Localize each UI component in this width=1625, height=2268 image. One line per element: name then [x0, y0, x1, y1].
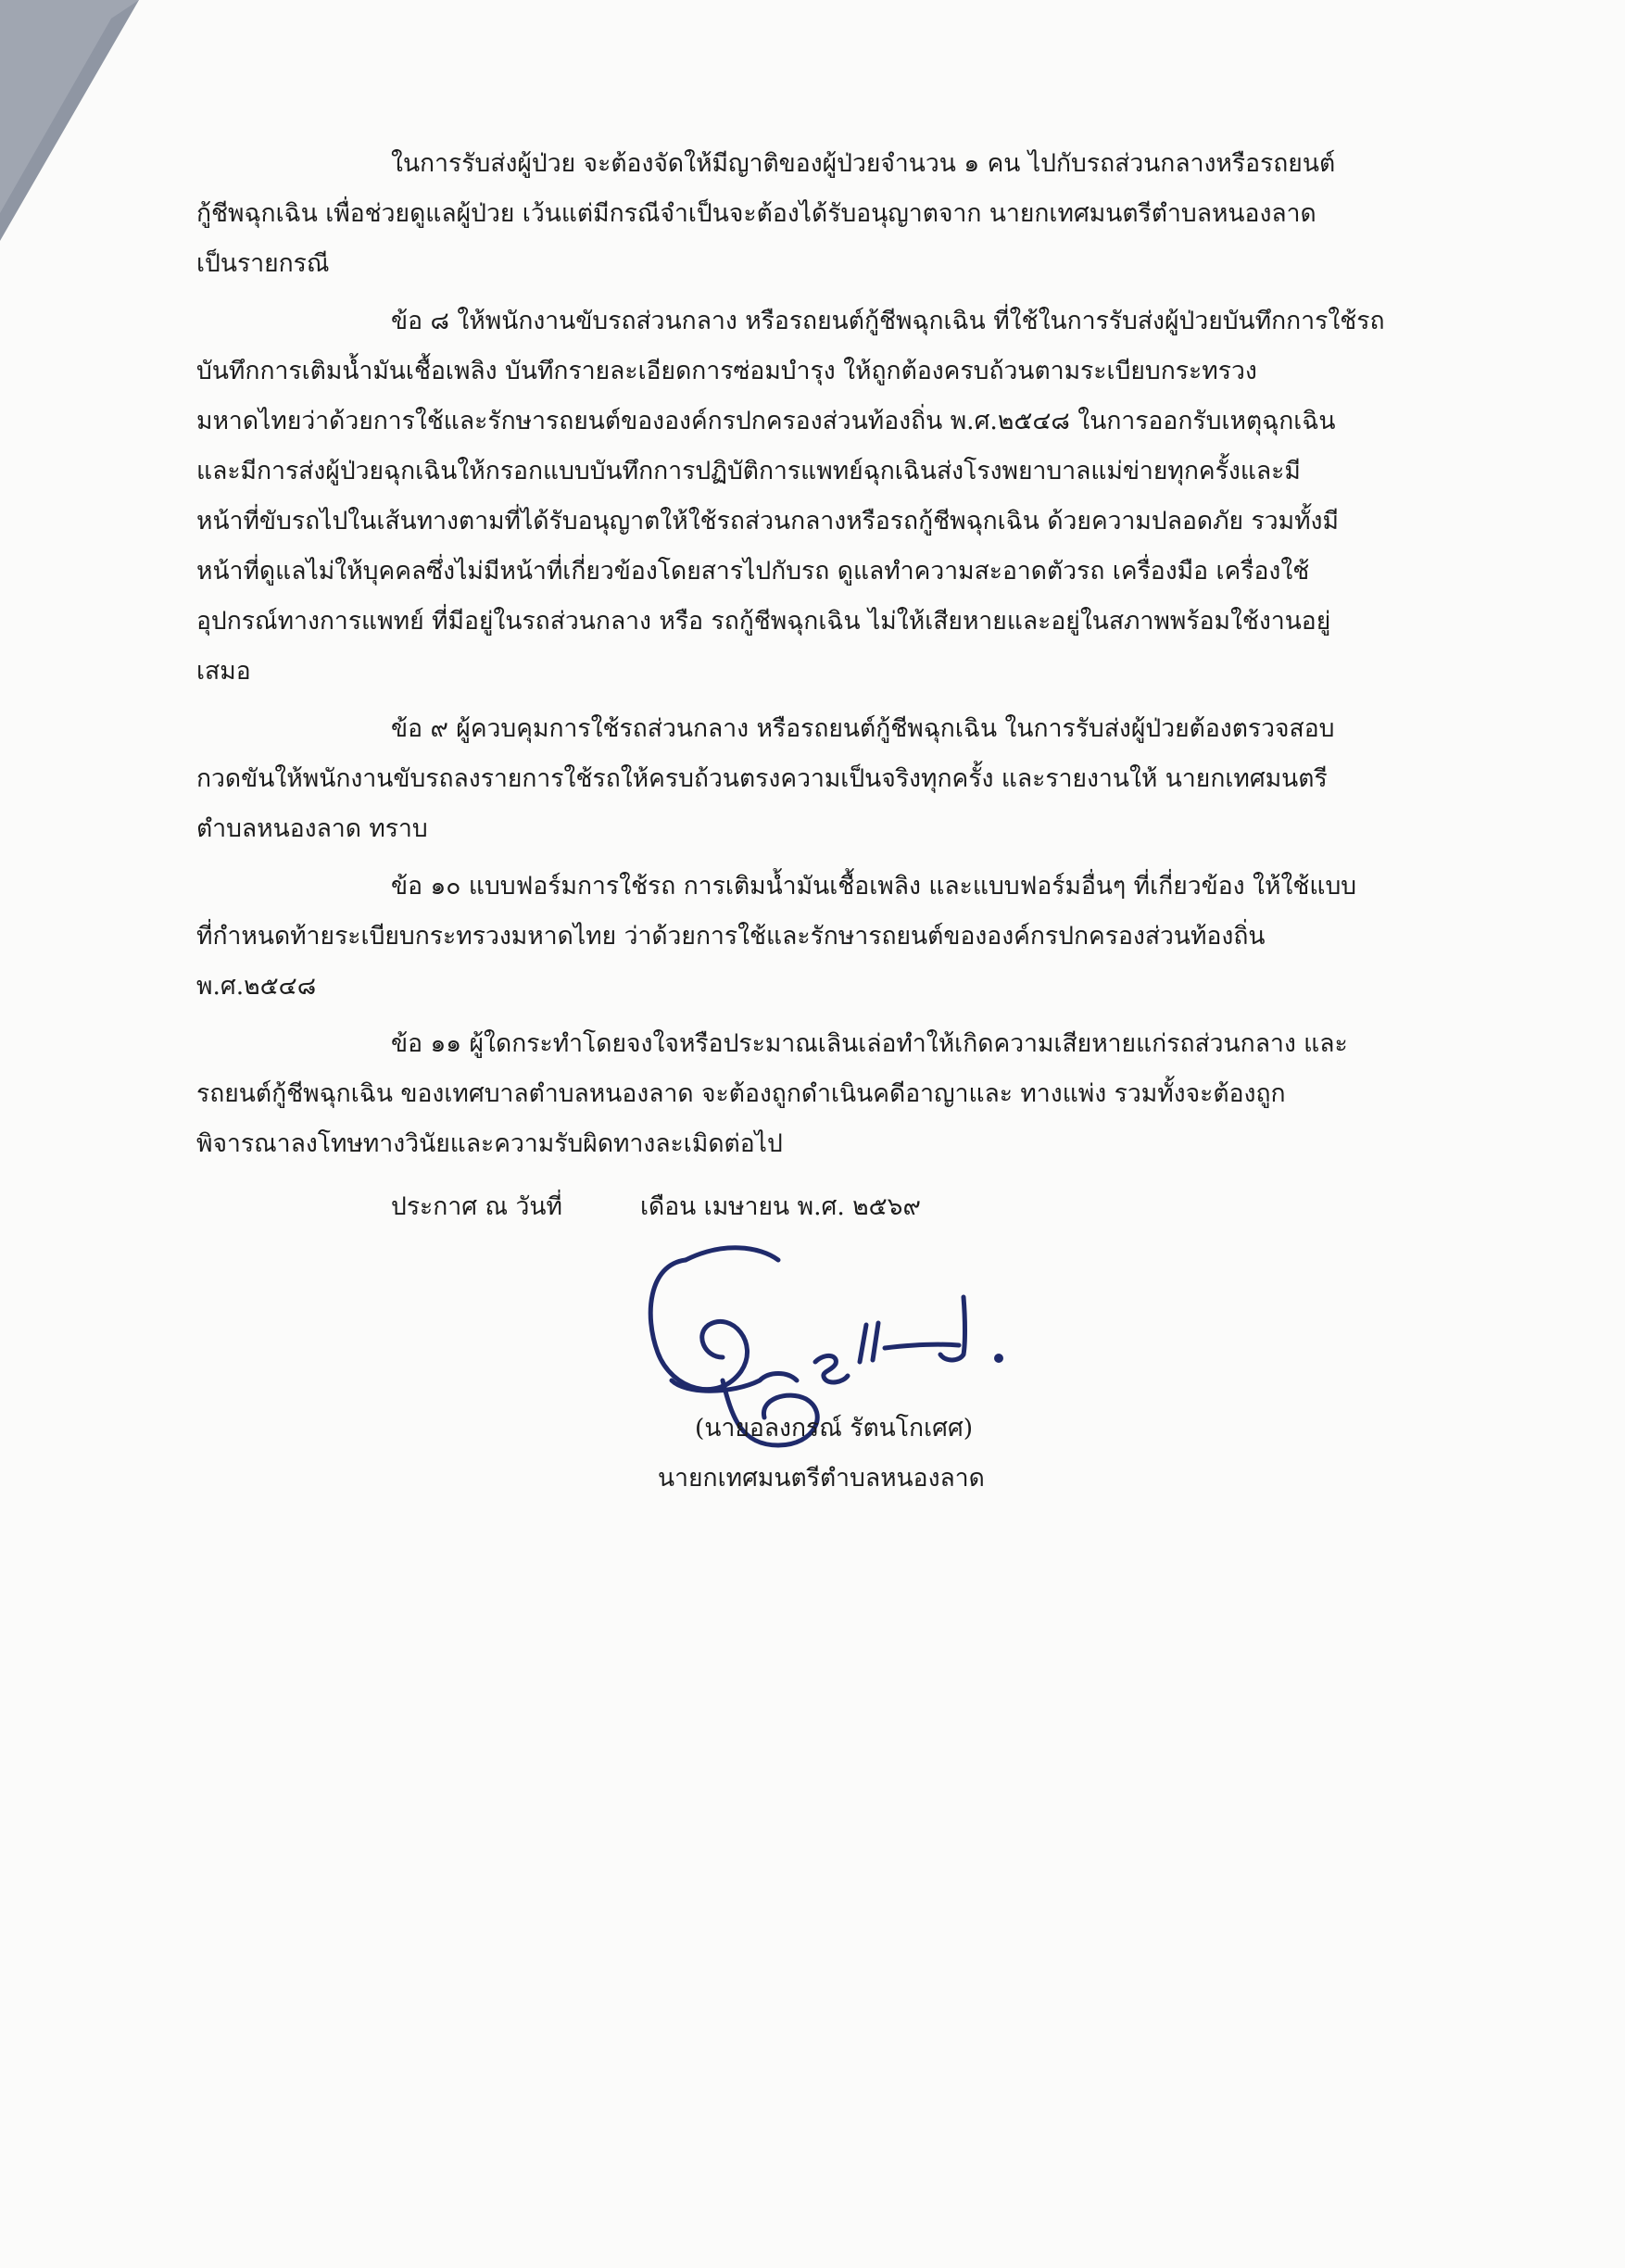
- paragraph-line: ข้อ ๑๐ แบบฟอร์มการใช้รถ การเติมน้ำมันเชื้อเพลิง และแบบฟอร์มอื่นๆ ที่เกี่ยวข้อง ให้ใช้แบบ: [391, 872, 1357, 901]
- paragraph-line: ข้อ ๙ ผู้ควบคุมการใช้รถส่วนกลาง หรือรถยนต์กู้ชีพฉุกเฉิน ในการรับส่งผู้ป่วยต้องตรวจสอบ: [391, 714, 1335, 743]
- paragraph-line: เสมอ: [196, 657, 251, 686]
- paragraph-line: ที่กำหนดท้ายระเบียบกระทรวงมหาดไทย ว่าด้วยการใช้และรักษารถยนต์ขององค์กรปกครองส่วนท้องถิ่น: [196, 922, 1266, 951]
- paragraph-line: ในการรับส่งผู้ป่วย จะต้องจัดให้มีญาติของผู้ป่วยจำนวน ๑ คน ไปกับรถส่วนกลางหรือรถยนต์: [391, 149, 1336, 178]
- paragraph-relative-escort: [196, 139, 1531, 289]
- signer-name: (นายอลงกรณ์ รัตนโกเศศ): [695, 1414, 974, 1443]
- paragraph-line: บันทึกการเติมน้ำมันเชื้อเพลิง บันทึกรายละเอียดการซ่อมบำรุง ให้ถูกต้องครบถ้วนตามระเบียบกระทรวง: [196, 357, 1257, 385]
- paragraph-line: พิจารณาลงโทษทางวินัยและความรับผิดทางละเมิดต่อไป: [196, 1129, 783, 1158]
- announcement-prefix: ประกาศ ณ วันที่: [391, 1192, 562, 1221]
- paragraph-line: มหาดไทยว่าด้วยการใช้และรักษารถยนต์ขององค์กรปกครองส่วนท้องถิ่น พ.ศ.๒๕๔๘ ในการออกรับเหตุฉุกเฉิน: [196, 407, 1336, 435]
- paragraph-line: หน้าที่ดูแลไม่ให้บุคคลซึ่งไม่มีหน้าที่เกี่ยวข้องโดยสารไปกับรถ ดูแลทำความสะอาดตัวรถ เครื่องมือ เครื่องใช้: [196, 557, 1310, 586]
- paragraph-clause-11: [196, 1019, 1531, 1169]
- paragraph-line: เป็นรายกรณี: [196, 249, 330, 278]
- document-body: [196, 139, 1531, 1232]
- paragraph-line: ข้อ ๘ ให้พนักงานขับรถส่วนกลาง หรือรถยนต์กู้ชีพฉุกเฉิน ที่ใช้ในการรับส่งผู้ป่วยบันทึกการใช้รถ: [391, 307, 1385, 335]
- signer-title: นายกเทศมนตรีตำบลหนองลาด: [658, 1464, 985, 1493]
- paragraph-line: กู้ชีพฉุกเฉิน เพื่อช่วยดูแลผู้ป่วย เว้นแต่มีกรณีจำเป็นจะต้องได้รับอนุญาตจาก นายกเทศมนตรีตำบลหนองลาด: [196, 199, 1316, 228]
- paragraph-line: หน้าที่ขับรถไปในเส้นทางตามที่ได้รับอนุญาตให้ใช้รถส่วนกลางหรือรถกู้ชีพฉุกเฉิน ด้วยความปลอดภัย รวมทั้งมี: [196, 507, 1339, 536]
- signature-block: [630, 1232, 1093, 1538]
- paragraph-line: ข้อ ๑๑ ผู้ใดกระทำโดยจงใจหรือประมาณเลินเล่อทำให้เกิดความเสียหายแก่รถส่วนกลาง และ: [391, 1029, 1348, 1058]
- paragraph-clause-8: [196, 296, 1531, 697]
- folded-corner-shadow: [0, 0, 139, 241]
- paragraph-line: อุปกรณ์ทางการแพทย์ ที่มีอยู่ในรถส่วนกลาง หรือ รถกู้ชีพฉุกเฉิน ไม่ให้เสียหายและอยู่ในสภาพพร้อมใช้งานอยู่: [196, 607, 1331, 636]
- announcement-date: [196, 1182, 1531, 1232]
- paragraph-line: กวดขันให้พนักงานขับรถลงรายการใช้รถให้ครบถ้วนตรงความเป็นจริงทุกครั้ง และรายงานให้ นายกเทศมนตรี: [196, 764, 1328, 793]
- paragraph-clause-9: [196, 704, 1531, 854]
- paragraph-line: และมีการส่งผู้ป่วยฉุกเฉินให้กรอกแบบบันทึกการปฏิบัติการแพทย์ฉุกเฉินส่งโรงพยาบาลแม่ข่ายทุกครั้งและมี: [196, 457, 1301, 485]
- paragraph-line: รถยนต์กู้ชีพฉุกเฉิน ของเทศบาลตำบลหนองลาด จะต้องถูกดำเนินคดีอาญาและ ทางแพ่ง รวมทั้งจะต้องถูก: [196, 1079, 1286, 1108]
- paragraph-line: พ.ศ.๒๕๔๘: [196, 972, 317, 1001]
- paragraph-clause-10: [196, 862, 1531, 1012]
- announcement-month-year: เดือน เมษายน พ.ศ. ๒๕๖๙: [639, 1192, 921, 1221]
- paragraph-line: ตำบลหนองลาด ทราบ: [196, 814, 428, 843]
